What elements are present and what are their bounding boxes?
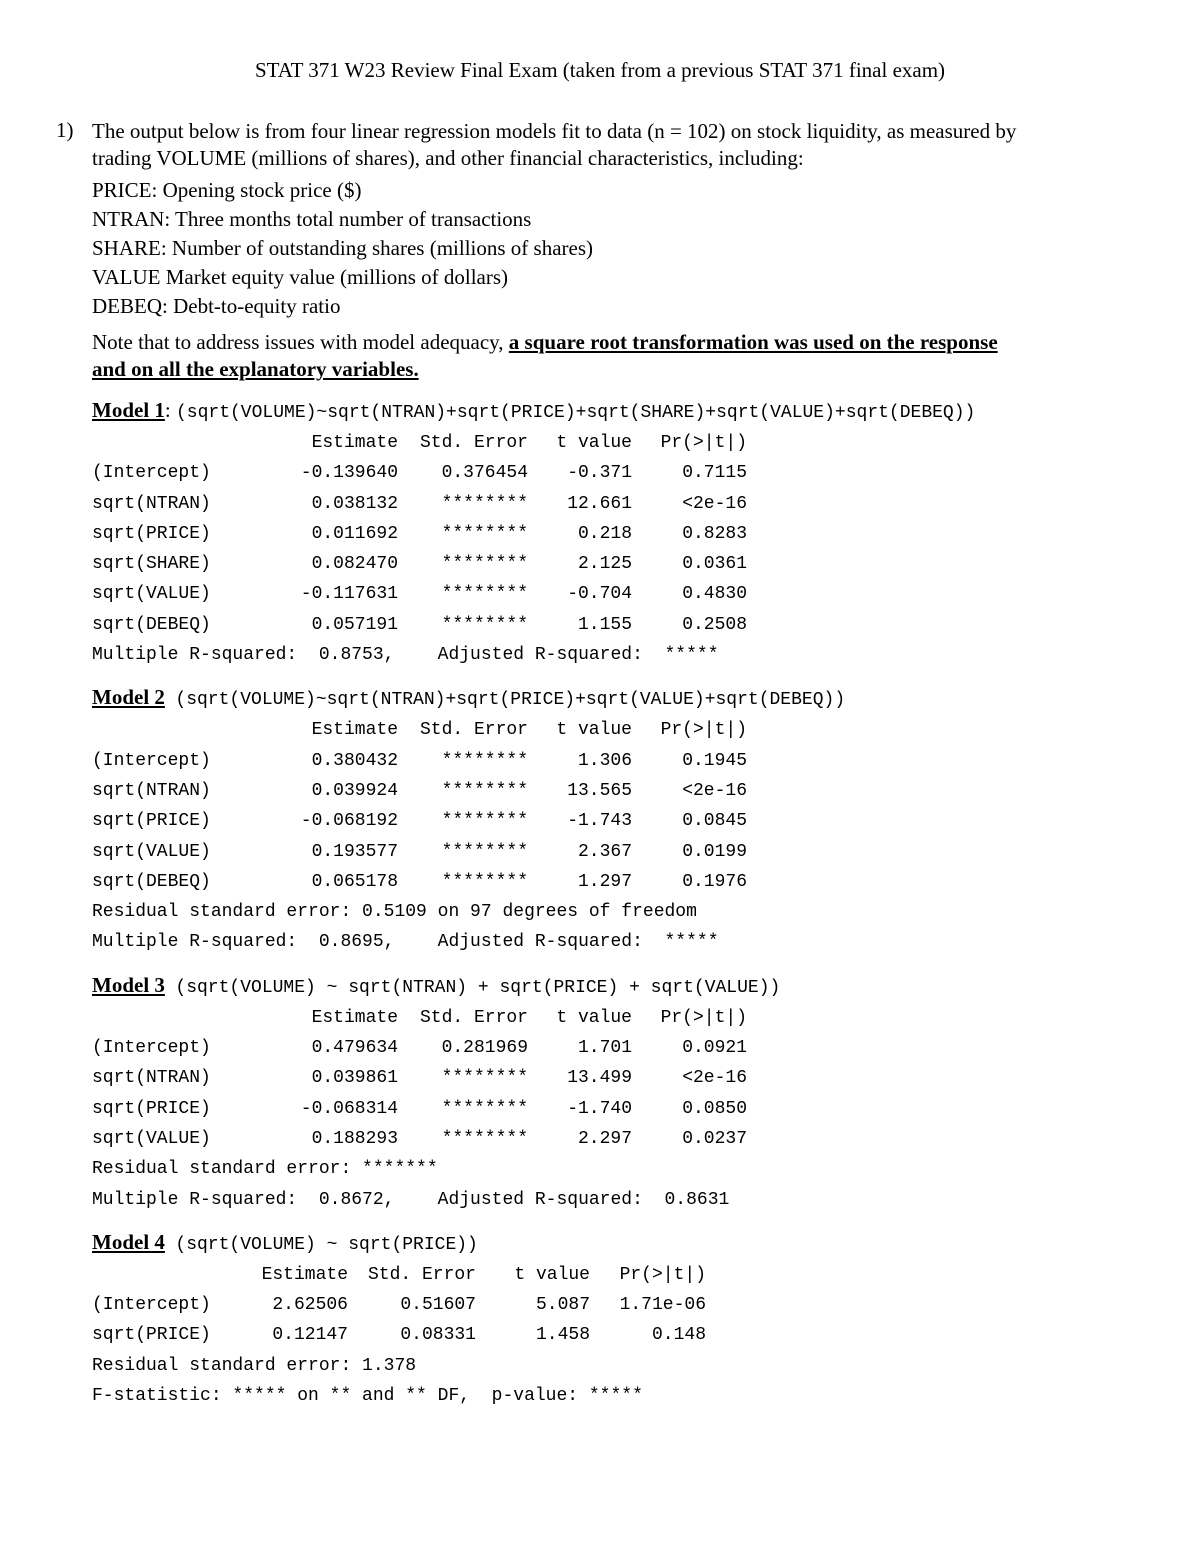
coef-p-value: 0.1945: [682, 750, 747, 771]
coef-estimate: 0.065178: [311, 871, 398, 892]
model-block: [92, 1227, 1162, 1411]
coef-t-value: 2.367: [577, 841, 632, 862]
model-formula: (sqrt(VOLUME)~sqrt(NTRAN)+sqrt(PRICE)+sqrt(SHARE)+sqrt(VALUE)+sqrt(DEBEQ)): [176, 403, 976, 423]
column-header: t value: [556, 720, 632, 741]
model-header: [92, 682, 1162, 715]
coef-std-error: ********: [441, 750, 528, 771]
model-header: [92, 1227, 1162, 1260]
column-header: Estimate: [311, 433, 398, 453]
coef-p-value: 1.71e-06: [619, 1295, 706, 1316]
coef-std-error: ********: [441, 811, 528, 832]
coef-table-header: [92, 1260, 1162, 1290]
question-body: [92, 118, 1162, 1411]
model-name: Model 3: [92, 972, 165, 997]
coef-p-value: 0.0237: [682, 1128, 747, 1149]
coef-row: [92, 1290, 1162, 1320]
coef-term: (Intercept): [92, 1295, 211, 1316]
header-spacer: [92, 1003, 258, 1033]
coef-estimate: 0.193577: [311, 841, 398, 862]
coef-table-header: [92, 715, 1162, 745]
model-summary-line: Residual standard error: *******: [92, 1159, 438, 1180]
model-summary-line: Multiple R-squared: 0.8753, Adjusted R-squared: *****: [92, 645, 719, 666]
note-text: Note that to address issues with model adequacy,: [92, 330, 509, 354]
column-header: Pr(>|t|): [660, 720, 747, 741]
column-header: Pr(>|t|): [660, 433, 747, 453]
coef-term: (Intercept): [92, 463, 211, 484]
coef-row: [92, 1124, 1162, 1154]
coef-t-value: 1.701: [577, 1038, 632, 1059]
coef-estimate: 0.039924: [311, 780, 398, 801]
variable-item: SHARE: Number of outstanding shares (millions of shares): [92, 236, 594, 260]
coef-t-value: -1.743: [567, 811, 632, 832]
coef-p-value: 0.8283: [682, 523, 747, 544]
intro-line: trading VOLUME (millions of shares), and other financial characteristics, including:: [92, 146, 804, 170]
coef-term: sqrt(SHARE): [92, 554, 211, 575]
model-name: Model 4: [92, 1229, 165, 1254]
coef-term: sqrt(PRICE): [92, 1098, 211, 1119]
coef-row: [92, 776, 1162, 806]
coef-estimate: 0.12147: [272, 1325, 348, 1346]
variable-item: PRICE: Opening stock price ($): [92, 178, 362, 202]
page-title: STAT 371 W23 Review Final Exam (taken from a previous STAT 371 final exam): [254, 58, 946, 82]
coef-estimate: -0.139640: [300, 463, 398, 484]
coef-std-error: ********: [441, 493, 528, 514]
coef-p-value: 0.148: [651, 1325, 706, 1346]
coef-t-value: 2.297: [577, 1128, 632, 1149]
coef-row: [92, 519, 1162, 549]
coef-table-header: [92, 1003, 1162, 1033]
coef-term: sqrt(PRICE): [92, 811, 211, 832]
coef-estimate: 0.082470: [311, 554, 398, 575]
coef-t-value: -1.740: [567, 1098, 632, 1119]
coef-p-value: <2e-16: [682, 1068, 747, 1089]
coef-term: sqrt(PRICE): [92, 523, 211, 544]
column-header: Std. Error: [419, 720, 528, 741]
coef-t-value: 1.306: [577, 750, 632, 771]
model-summary-line: Residual standard error: 1.378: [92, 1355, 417, 1376]
coef-row: [92, 1063, 1162, 1093]
coef-std-error: ********: [441, 1098, 528, 1119]
variable-item: VALUE Market equity value (millions of dollars): [92, 265, 509, 289]
model-summary-line: Residual standard error: 0.5109 on 97 degrees of freedom: [92, 902, 697, 923]
coef-row: [92, 746, 1162, 776]
model-header: [92, 395, 1162, 428]
column-header: Std. Error: [419, 433, 528, 453]
header-spacer: [92, 1260, 232, 1290]
column-header: Pr(>|t|): [619, 1264, 706, 1285]
coef-std-error: 0.376454: [441, 463, 528, 484]
intro-line: The output below is from four linear regression models fit to data (n = 102) on stock liquidity, as measured by: [92, 119, 1017, 143]
model-separator: [165, 1230, 176, 1254]
column-header: Estimate: [311, 1007, 398, 1028]
coef-estimate: 0.039861: [311, 1068, 398, 1089]
coef-t-value: -0.371: [567, 463, 632, 484]
column-header: t value: [556, 1007, 632, 1028]
coef-p-value: 0.0921: [682, 1038, 747, 1059]
column-header: Pr(>|t|): [660, 1007, 747, 1028]
coef-estimate: 0.038132: [311, 493, 398, 514]
coef-p-value: 0.4830: [682, 584, 747, 605]
coef-t-value: 2.125: [577, 554, 632, 575]
coef-estimate: -0.068192: [300, 811, 398, 832]
coef-term: sqrt(NTRAN): [92, 493, 211, 514]
coef-p-value: <2e-16: [682, 493, 747, 514]
coef-estimate: 0.011692: [311, 523, 398, 544]
model-summary-line: F-statistic: ***** on ** and ** DF, p-value: *****: [92, 1386, 643, 1407]
model-header: [92, 970, 1162, 1003]
coef-t-value: 13.565: [567, 780, 632, 801]
model-summary-line: Multiple R-squared: 0.8672, Adjusted R-squared: 0.8631: [92, 1189, 730, 1210]
coef-row: [92, 549, 1162, 579]
column-header: Std. Error: [367, 1264, 476, 1285]
coef-term: sqrt(DEBEQ): [92, 871, 211, 892]
coef-row: [92, 458, 1162, 488]
coef-row: [92, 1033, 1162, 1063]
model-separator: [165, 685, 176, 709]
coef-estimate: 2.62506: [272, 1295, 348, 1316]
coef-p-value: <2e-16: [682, 780, 747, 801]
model-separator: :: [164, 398, 176, 422]
coef-p-value: 0.0361: [682, 554, 747, 575]
model-outputs: [92, 395, 1162, 1411]
coef-t-value: 1.458: [535, 1325, 590, 1346]
coef-p-value: 0.0845: [682, 811, 747, 832]
coef-std-error: ********: [441, 614, 528, 635]
model-separator: [165, 973, 176, 997]
coef-estimate: 0.479634: [311, 1038, 398, 1059]
coef-p-value: 0.7115: [682, 463, 747, 484]
variable-item: DEBEQ: Debt-to-equity ratio: [92, 294, 341, 318]
coef-p-value: 0.0199: [682, 841, 747, 862]
coef-estimate: -0.117631: [300, 584, 398, 605]
column-header: Std. Error: [419, 1007, 528, 1028]
coef-row: [92, 837, 1162, 867]
model-name: Model 2: [92, 685, 165, 710]
coef-std-error: ********: [441, 841, 528, 862]
note-emphasis: a square root transformation was used on the response: [508, 330, 998, 354]
model-formula: (sqrt(VOLUME) ~ sqrt(NTRAN) + sqrt(PRICE) + sqrt(VALUE)): [175, 977, 781, 998]
header-spacer: [92, 428, 258, 458]
coef-term: sqrt(PRICE): [92, 1325, 211, 1346]
note-paragraph: [92, 329, 1162, 383]
coef-term: sqrt(NTRAN): [92, 780, 211, 801]
coef-t-value: 12.661: [567, 493, 632, 514]
coef-std-error: 0.51607: [400, 1295, 476, 1316]
coef-std-error: 0.08331: [400, 1325, 476, 1346]
coef-std-error: 0.281969: [441, 1038, 528, 1059]
coef-term: sqrt(VALUE): [92, 1128, 211, 1149]
coef-estimate: 0.380432: [311, 750, 398, 771]
column-header: t value: [556, 433, 632, 453]
coef-t-value: 1.297: [577, 871, 632, 892]
coef-p-value: 0.1976: [682, 871, 747, 892]
coef-std-error: ********: [441, 1068, 528, 1089]
coef-term: sqrt(DEBEQ): [92, 614, 211, 635]
coef-estimate: -0.068314: [300, 1098, 398, 1119]
coef-estimate: 0.188293: [311, 1128, 398, 1149]
coef-row: [92, 1320, 1162, 1350]
header-spacer: [92, 715, 258, 745]
model-formula: (sqrt(VOLUME) ~ sqrt(PRICE)): [175, 1234, 478, 1255]
coef-table-header: [92, 428, 1162, 458]
coef-term: sqrt(VALUE): [92, 584, 211, 605]
coef-std-error: ********: [441, 1128, 528, 1149]
coef-estimate: 0.057191: [311, 614, 398, 635]
coef-std-error: ********: [441, 584, 528, 605]
coef-p-value: 0.0850: [682, 1098, 747, 1119]
coef-std-error: ********: [441, 871, 528, 892]
model-block: [92, 395, 1162, 670]
model-block: [92, 682, 1162, 957]
column-header: Estimate: [311, 720, 398, 741]
coef-t-value: 1.155: [577, 614, 632, 635]
coef-std-error: ********: [441, 554, 528, 575]
coef-row: [92, 579, 1162, 609]
coef-term: sqrt(NTRAN): [92, 1068, 211, 1089]
column-header: t value: [514, 1264, 590, 1285]
coef-row: [92, 1094, 1162, 1124]
coef-row: [92, 867, 1162, 897]
coef-p-value: 0.2508: [682, 614, 747, 635]
coef-row: [92, 610, 1162, 640]
coef-t-value: 13.499: [567, 1068, 632, 1089]
coef-std-error: ********: [441, 780, 528, 801]
coef-t-value: -0.704: [567, 584, 632, 605]
model-formula: (sqrt(VOLUME)~sqrt(NTRAN)+sqrt(PRICE)+sqrt(VALUE)+sqrt(DEBEQ)): [175, 690, 846, 711]
coef-term: (Intercept): [92, 750, 211, 771]
variable-item: NTRAN: Three months total number of transactions: [92, 207, 532, 231]
note-emphasis: and on all the explanatory variables.: [92, 357, 419, 381]
coef-term: (Intercept): [92, 1038, 211, 1059]
coef-row: [92, 806, 1162, 836]
coef-term: sqrt(VALUE): [92, 841, 211, 862]
coef-t-value: 5.087: [535, 1295, 590, 1316]
column-header: Estimate: [261, 1264, 348, 1285]
coef-row: [92, 489, 1162, 519]
question-number: 1): [56, 118, 74, 142]
coef-t-value: 0.218: [577, 523, 632, 544]
coef-std-error: ********: [441, 523, 528, 544]
model-block: [92, 970, 1162, 1215]
variable-list: [92, 176, 1162, 321]
model-summary-line: Multiple R-squared: 0.8695, Adjusted R-squared: *****: [92, 932, 719, 953]
model-name: Model 1: [92, 398, 165, 422]
